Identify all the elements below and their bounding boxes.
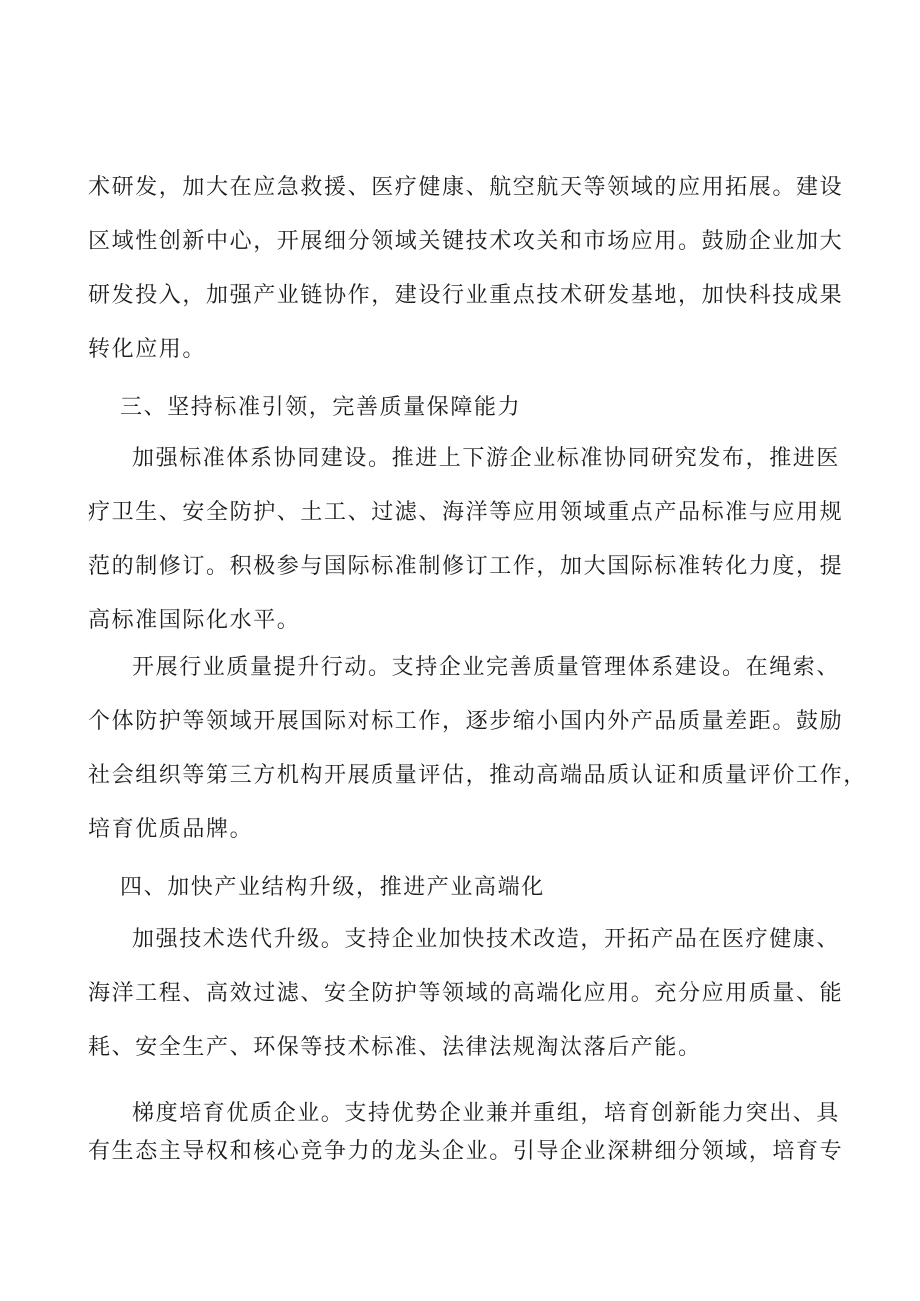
paragraph-quality [88, 654, 867, 844]
paragraph-standards [88, 445, 843, 635]
text-line: 培育优质品牌。 [88, 817, 254, 842]
text-line: 个体防护等领域开展国际对标工作，逐步缩小国内外产品质量差距。鼓励 [88, 709, 844, 734]
paragraph-intro [88, 174, 843, 364]
text-line: 疗卫生、安全防护、土工、过滤、海洋等应用领域重点产品标准与应用规 [88, 500, 844, 525]
section-heading-4: 四、加快产业结构升级，推进产业高端化 [120, 875, 545, 900]
text-line: 术研发，加大在应急救援、医疗健康、航空航天等领域的应用拓展。建设 [88, 175, 844, 200]
text-line: 转化应用。 [88, 337, 207, 362]
text-line: 开展行业质量提升行动。支持企业完善质量管理体系建设。在绳索、 [132, 655, 841, 680]
text-line: 有生态主导权和核心竞争力的龙头企业。引导企业深耕细分领域，培育专 [88, 1139, 844, 1164]
text-line: 海洋工程、高效过滤、安全防护等领域的高端化应用。充分应用质量、能 [88, 981, 844, 1006]
text-line: 社会组织等第三方机构开展质量评估，推动高端品质认证和质量评价工作， [88, 763, 867, 788]
text-line: 耗、安全生产、环保等技术标准、法律法规淘汰落后产能。 [88, 1035, 702, 1060]
text-line: 加强技术迭代升级。支持企业加快技术改造，开拓产品在医疗健康、 [132, 927, 841, 952]
text-line: 区域性创新中心，开展细分领域关键技术攻关和市场应用。鼓励企业加大 [88, 229, 844, 254]
section-heading-3: 三、坚持标准引领，完善质量保障能力 [120, 395, 522, 420]
text-line: 梯度培育优质企业。支持优势企业兼并重组，培育创新能力突出、具 [132, 1101, 841, 1126]
paragraph-technology [88, 926, 843, 1062]
text-line: 范的制修订。积极参与国际标准制修订工作，加大国际标准转化力度，提 [88, 554, 844, 579]
text-line: 高标准国际化水平。 [88, 608, 301, 633]
text-line: 加强标准体系协同建设。推进上下游企业标准协同研究发布，推进医 [132, 446, 841, 471]
paragraph-enterprise [88, 1100, 843, 1176]
text-line: 研发投入，加强产业链协作，建设行业重点技术研发基地，加快科技成果 [88, 283, 844, 308]
